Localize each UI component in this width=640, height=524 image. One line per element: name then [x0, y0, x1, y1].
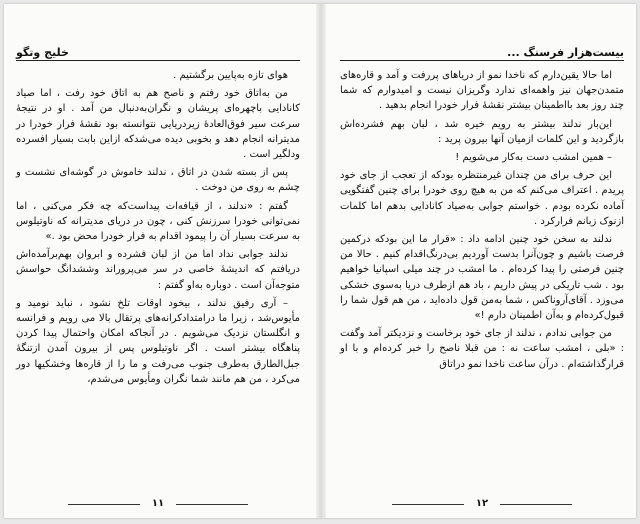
paragraph: این حرف برای من چندان غیرمنتظره بودکه از تعجب از جای خود پریدم . اعتراف می‌کنم که من به هیچ روی خودرا برای چنین گفتگویی آماده نکرده بودم . خواستم جوابی به‌صیاد کانادایی بدهم اما کلمات ازنوک زبانم فرارکرد .	[340, 170, 624, 227]
paragraph: ندلند به سخن خود چنین ادامه داد : «قرار ما این بودکه درکمین فرصت باشیم و چون‌آنرا بدست آوردیم بی‌درنگ‌اقدام کنیم . حالا من چنین فرصتی را پیدا کرده‌ام . ما امشب در چند میلی اسپانیا خواهیم بود . شب تاریکی در پیش داریم ، باد هم از‌طرف دریا به‌سوی خشکی می‌وزد . آقای‌آروناکس ، شما به‌من قول داده‌اید ، من هم قول شما را قبول‌کرده‌ام و به‌آن اطمینان دارم !»	[340, 234, 624, 322]
paragraph: پس از بسته شدن در اتاق ، ندلند خاموش در گوشه‌ای نشست و چشم به روی من دوخت .	[16, 167, 300, 194]
folio-dash	[392, 504, 464, 505]
book-spread	[4, 4, 636, 518]
left-page-text	[16, 68, 300, 390]
folio-dash	[500, 504, 572, 505]
paragraph: من به‌اتاق خود رفتم و ناصح هم به اتاق خود رفت ، اما صیاد کانادایی باچهره‌ای پریشان و نگران‌به‌دنبال من آمد . او در نتیجهٔ سرعت سیر فوق‌العادهٔ زیردریایی نتوانسته بود نقشهٔ فرار خودرا در مدیترانه انجام دهد و بخوبی دیده می‌شدکه ازاین بابت بسیار افسرده ودلگیر است .	[16, 88, 300, 161]
right-page-folio	[392, 498, 572, 510]
paragraph: اما حالا یقین‌دارم که ناخدا نمو از دریاهای پررفت و آمد و قاره‌های متمدن‌جهان نیز واهمه‌ای ندارد وگریزان نیست و امیدوارم که شما چند روز بعد بااطمینان بیشتر نقشهٔ فرار خودرا انجام بدهید .	[340, 70, 624, 112]
paragraph: – همین امشب دست به‌کار می‌شویم !	[455, 152, 612, 164]
left-running-head-title: خلیج وتگو	[16, 46, 69, 59]
right-running-head	[340, 44, 624, 64]
book-gutter	[316, 4, 326, 518]
left-running-head-rule	[16, 60, 300, 61]
folio-dash	[68, 504, 140, 505]
left-running-head	[16, 44, 300, 64]
paragraph: من جوابی ندادم ، ندلند از جای خود برخاست و نزدیکتر آمد وگفت : «بلی ، امشب ساعت نه : من قبلا ناصح را خبر کرده‌ام و با او قرارگذاشته‌ام . درآن ساعت ناخدا نمو دراتاق	[340, 328, 624, 370]
right-running-head-title: بیست‌هزار فرسنگ ...	[507, 46, 624, 59]
right-page-text	[340, 68, 624, 375]
left-page-number: ۱۱	[148, 498, 168, 509]
paragraph: گفتم : «ندلند ، از قیافه‌ات پیداست‌که چه فکر می‌کنی ، اما نمی‌توانی خودرا سرزنش کنی ، چون در دریای مدیترانه که ناوتیلوس به سرعت بسیار آن را پیمود اقدام به فرار خودرا محض بود .»	[16, 200, 300, 243]
folio-dash	[176, 504, 248, 505]
paragraph: این‌بار ندلند بیشتر به رویم خیره شد ، لبان بهم فشرده‌اش بازگردید و این کلمات ازمیان آنها بیرون پرید :	[340, 118, 624, 145]
paragraph: هوای تازه به‌پایین برگشتیم .	[173, 70, 288, 81]
right-page	[332, 4, 632, 518]
right-page-number: ۱۲	[472, 498, 492, 509]
right-running-head-rule	[340, 60, 624, 61]
paragraph: ندلند جوابی نداد اما من از لبان فشرده و ابروان بهم‌برآمده‌اش دریافتم که اندیشهٔ خاصی در سر می‌پروراند وششدانگ حواسش متوجه‌آن است . دوباره به‌او گفتم :	[16, 249, 300, 291]
left-page-folio	[68, 498, 248, 510]
paragraph: – آری رفیق ندلند ، بیخود اوقات تلخ نشود ، نباید نومید و مأیوس‌شد ، زیرا ما درامتدادکرانه‌های پرتقال بالا می رویم و فرانسه و انگلستان نزدیک می‌شویم . در آنجاکه امکان واحتمال پیدا کردن پناهگاه بیشتر است . اگر ناوتیلوس پس از بیرون آمدن ازتنگهٔ جبل‌الطارق به‌طرف جنوب می‌رفت و ما را از قاره‌ها وخشکیها دور می‌کرد ، من هم مانند شما نگران ومأیوس می‌شدم،	[16, 297, 300, 385]
left-page	[8, 4, 308, 518]
